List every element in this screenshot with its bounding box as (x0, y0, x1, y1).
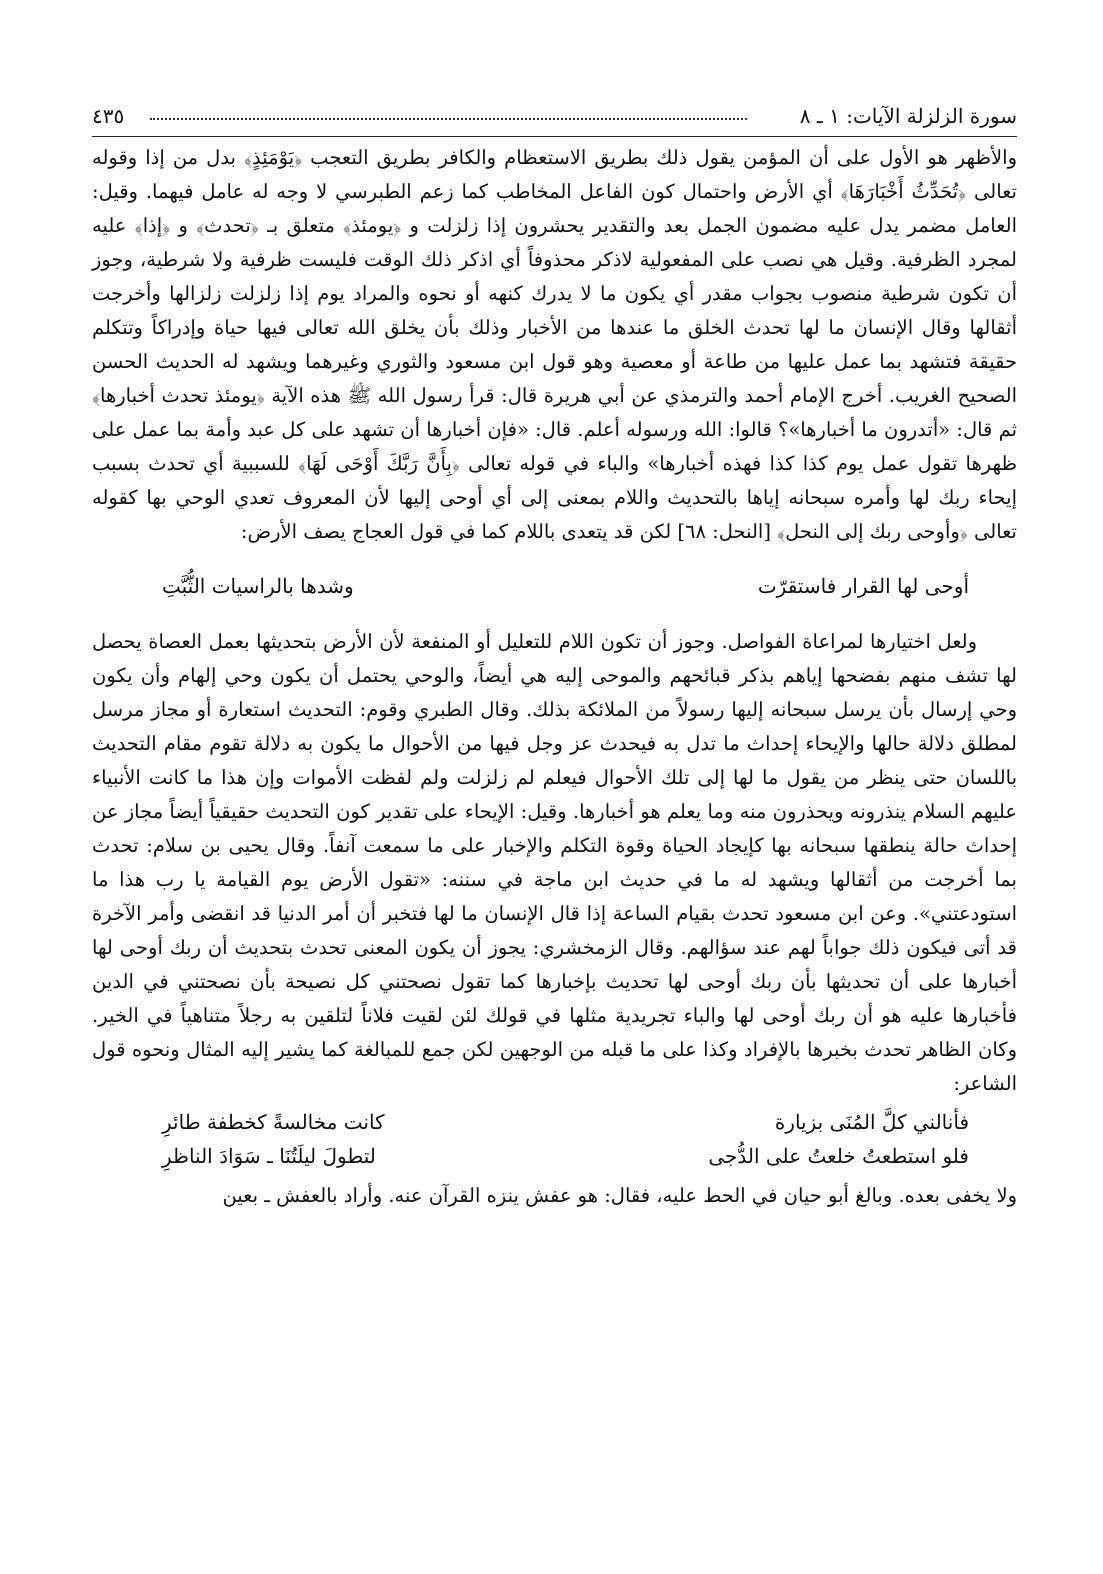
verse-1-second-hemistich: وشدها بالراسيات الثُّبَّتِ (162, 574, 354, 598)
document-page (92, 98, 1017, 1558)
header-title: سورة الزلزلة الآيات: ١ ـ ٨ (799, 104, 1017, 128)
page-number: ٤٣٥ (92, 104, 125, 128)
verse-3-first-hemistich: فلو استطعتُ خلعتُ على الدُّجى (708, 1144, 969, 1168)
header-leader-dots (150, 118, 747, 120)
running-header (92, 98, 1017, 137)
poetry-verse-3 (92, 1139, 1017, 1173)
paragraph-2: ولعل اختيارها لمراعاة الفواصل. وجوز أن تكون اللام للتعليل أو المنفعة لأن الأرض بتحديثها بعمل العصاة يحصل لها تشف منهم بفضحها إياهم بذكر قبائحهم والموحى إليه هي أيضاً، والوحي يحتمل أن يكون وحي إلهام وأن يكون وحي إرسال بأن يرسل سبحانه إليها رسولاً من الملائكة بذلك. وقال الطبري وقوم: التحديث استعارة أو مجاز مرسل لمطلق دلالة حالها والإيحاء إحداث ما تدل به فيحدث عز وجل فيها من الأحوال ما يكون به دلالة تقوم مقام التحديث باللسان حتى ينظر من يقول ما لها إلى تلك الأحوال فيعلم لم زلزلت ولم لفظت الأموات وإن هذا ما كانت الأنبياء عليهم السلام ينذرونه ويحذرون منه وما يعلم هو أخبارها. وقيل: الإيحاء على تقدير كون التحديث حقيقياً أيضاً مجاز عن إحداث حالة ينطقها سبحانه بها كإيجاد الحياة وقوة التكلم والإخبار على ما سمعت آنفاً. وقال يحيى بن سلام: تحدث بما أخرجت من أثقالها ويشهد له ما في حديث ابن ماجة في سننه: «تقول الأرض يوم القيامة يا رب هذا ما استودعتني». وعن ابن مسعود تحدث بقيام الساعة إذا قال الإنسان ما لها فتخبر أن أمر الدنيا قد انقضى وأمر الآخرة قد أتى فيكون ذلك جواباً لهم عند سؤالهم. وقال الزمخشري: يجوز أن يكون المعنى تحدث بتحديث أن ربك أوحى لها أخبارها على أن تحديثها بأن ربك أوحى لها تحديث بإخبارها كما تقول نصحتني كل نصيحة بأن نصحتني في الدين فأخبارها عليه هو أن ربك أوحى لها والباء تجريدية مثلها في قولك لئن لقيت فلاناً لتلقين به رجلاً متناهياً في الخير. وكان الظاهر تحدث بخبرها بالإفراد وكذا على ما قبله من الوجهين لكن جمع للمبالغة كما يشير إليه المثال ونحوه قول الشاعر: (92, 630, 1017, 1095)
verse-2-first-hemistich: فأنالني كلَّ المُنَى بزيارة (774, 1110, 969, 1134)
poetry-verse-2 (92, 1105, 1017, 1139)
paragraph-1: والأظهر هو الأول على أن المؤمن يقول ذلك بطريق الاستعظام والكافر بطريق التعجب ﴿يَوْمَئِذٍ﴾ بدل من إذا وقوله تعالى ﴿تُحَدِّثُ أَخْبَارَهَا﴾ أي الأرض واحتمال كون الفاعل المخاطب كما زعم الطبرسي لا وجه له عامل فيهما. وقيل: العامل مضمر يدل عليه مضمون الجمل بعد والتقدير يحشرون إذا زلزلت و ﴿يومئذ﴾ متعلق بـ ﴿تحدث﴾ و ﴿إذا﴾ عليه لمجرد الظرفية. وقيل هي نصب على المفعولية لاذكر محذوفاً أي اذكر ذلك الوقت فليست ظرفية ولا شرطية، وجوز أن تكون شرطية منصوب بجواب مقدر أي يكون ما لا يدرك كنهه أو نحوه والمراد يوم إذا زلزلت زلزالها وأخرجت أثقالها وقال الإنسان ما لها تحدث الخلق ما عندها من الأخبار وذلك بأن يخلق الله تعالى فيها حياة وإدراكاً وتتكلم حقيقة فتشهد بما عمل عليها من طاعة أو معصية وهو قول ابن مسعود والثوري وغيرهما ويشهد له الحديث الحسن الصحيح الغريب. أخرج الإمام أحمد والترمذي عن أبي هريرة قال: قرأ رسول الله ﷺ هذه الآية ﴿يومئذ تحدث أخبارها﴾ ثم قال: «أتدرون ما أخبارها»؟ قالوا: الله ورسوله أعلم. قال: «فإن أخبارها أن تشهد على كل عبد وأمة بما عمل على ظهرها تقول عمل يوم كذا كذا فهذه أخبارها» والباء في قوله تعالى ﴿بِأَنَّ رَبَّكَ أَوْحَى لَهَا﴾ للسببية أي تحدث بسبب إيحاء ربك لها وأمره سبحانه إياها بالتحديث واللام بمعنى إلى أي أوحى إليها لأن المعروف تعدي الوحي بها كقوله تعالى ﴿وأوحى ربك إلى النحل﴾ [النحل: ٦٨] لكن قد يتعدى باللام كما في قول العجاج يصف الأرض: (92, 146, 1017, 543)
poetry-verse-1 (92, 569, 1017, 603)
verse-2-second-hemistich: كانت مخالسةً كخطفة طائرِ (162, 1110, 385, 1134)
verse-1-first-hemistich: أوحى لها القرار فاستقرّت (757, 574, 969, 598)
paragraph-3: ولا يخفى بعده. وبالغ أبو حيان في الحط عليه، فقال: هو عفش ينزه القرآن عنه. وأراد بالعفش ـ بعين (222, 1184, 1017, 1207)
verse-3-second-hemistich: لتطولَ ليلَتُنَا ـ سَوَادَ الناظرِ (162, 1144, 376, 1168)
